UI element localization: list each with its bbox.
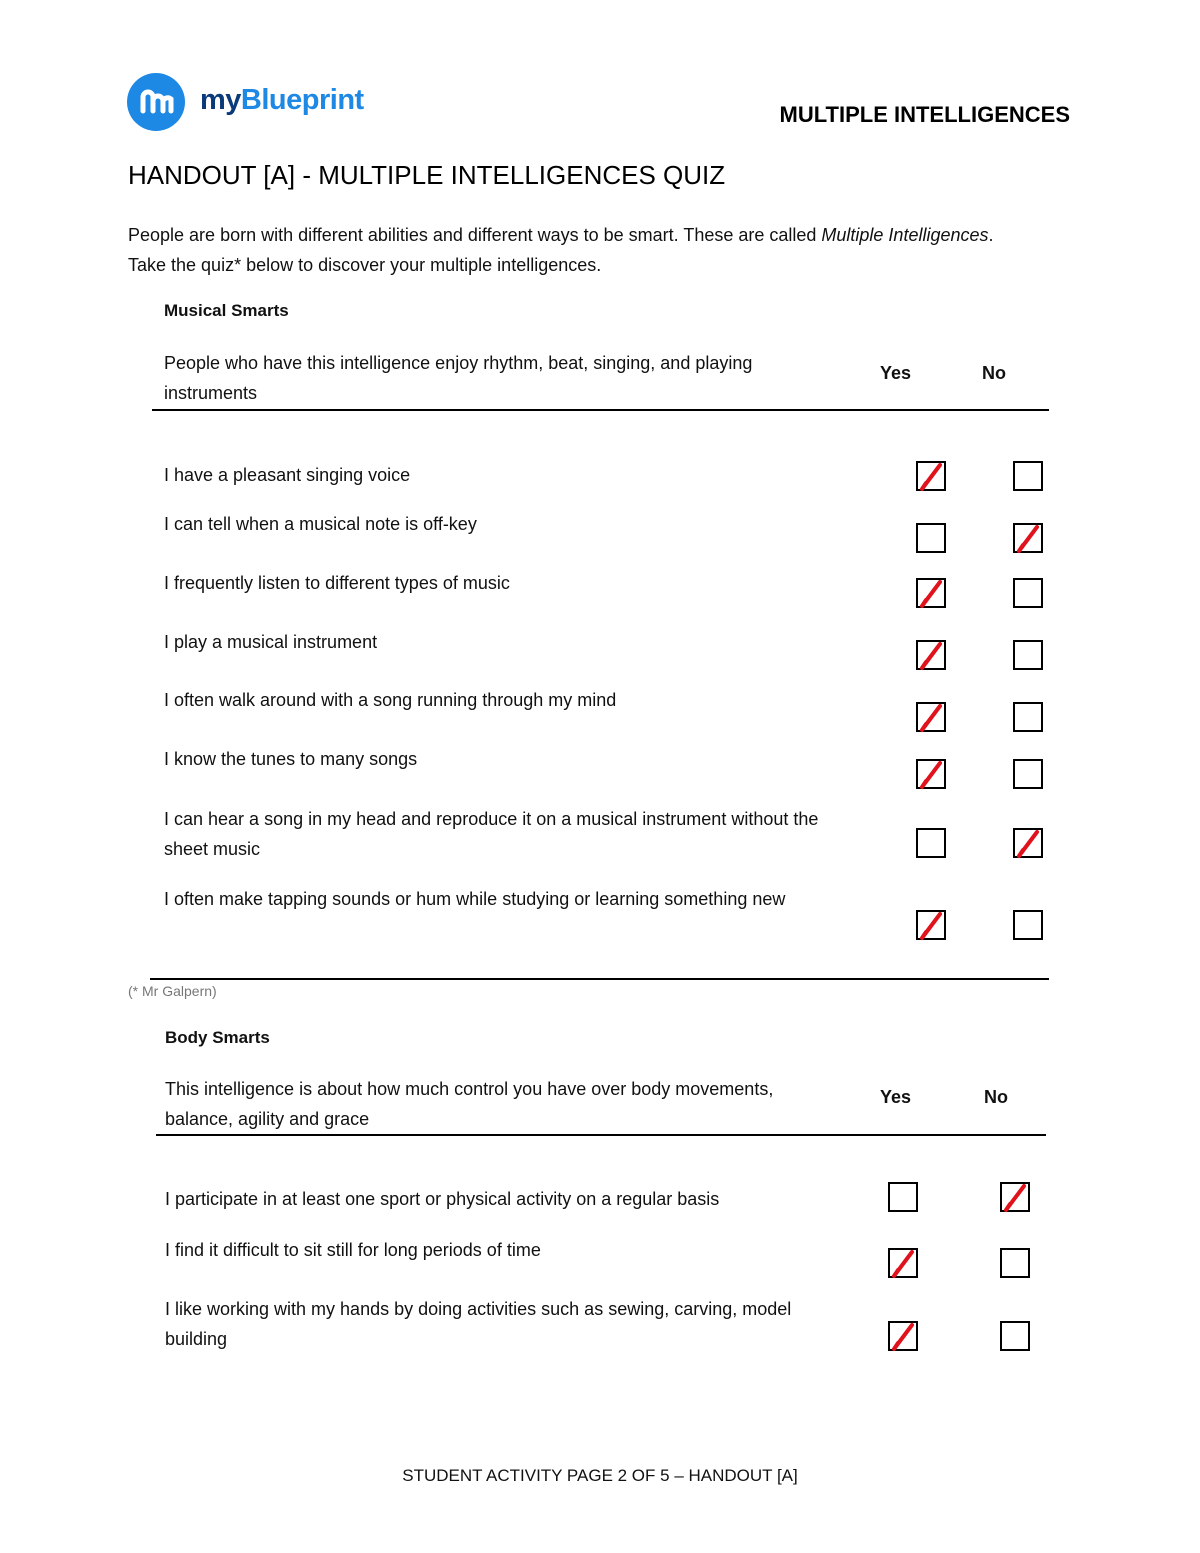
source-note: (* Mr Galpern): [128, 983, 217, 999]
musical-question-text: I know the tunes to many songs: [164, 749, 418, 769]
musical-section-title: Musical Smarts: [164, 301, 289, 320]
check-mark-icon: [912, 636, 954, 678]
musical-yes-checkbox[interactable]: [916, 523, 946, 553]
body-question-text: I participate in at least one sport or physical activity on a regular basis: [165, 1189, 720, 1209]
section-label: MULTIPLE INTELLIGENCES: [779, 102, 1070, 127]
check-mark-icon: [884, 1244, 926, 1286]
body-question-text: I like working with my hands by doing activities such as sewing, carving, model building: [165, 1299, 792, 1349]
body-question-text: I find it difficult to sit still for long periods of time: [165, 1240, 541, 1260]
logo-wordmark: myBlueprint: [200, 84, 364, 116]
musical-question-text: I often make tapping sounds or hum while studying or learning something new: [164, 889, 786, 909]
musical-no-checkbox[interactable]: [1013, 523, 1043, 553]
musical-yes-checkbox[interactable]: [916, 578, 946, 608]
musical-yes-checkbox[interactable]: [916, 702, 946, 732]
musical-question-text: I often walk around with a song running through my mind: [164, 690, 617, 710]
check-mark-icon: [996, 1178, 1038, 1220]
musical-no-checkbox[interactable]: [1013, 461, 1043, 491]
musical-section-description: People who have this intelligence enjoy rhythm, beat, singing, and playing instruments: [164, 353, 753, 403]
page-title: HANDOUT [A] - MULTIPLE INTELLIGENCES QUIZ: [128, 160, 726, 190]
check-mark-icon: [912, 906, 954, 948]
musical-question-text: I play a musical instrument: [164, 632, 378, 652]
musical-question-text: I can hear a song in my head and reproduce it on a musical instrument without the sheet music: [164, 809, 819, 859]
musical-no-checkbox[interactable]: [1013, 828, 1043, 858]
body-no-checkbox[interactable]: [1000, 1182, 1030, 1212]
musical-question-text: I can tell when a musical note is off-key: [164, 514, 477, 534]
musical-no-header: No: [982, 363, 1006, 383]
body-yes-checkbox[interactable]: [888, 1182, 918, 1212]
body-no-header: No: [984, 1087, 1008, 1107]
check-mark-icon: [912, 457, 954, 499]
body-yes-header: Yes: [880, 1087, 912, 1107]
logo-icon: [127, 73, 185, 131]
check-mark-icon: [884, 1317, 926, 1359]
musical-no-checkbox[interactable]: [1013, 910, 1043, 940]
musical-yes-checkbox[interactable]: [916, 461, 946, 491]
musical-section-divider: [150, 978, 1049, 980]
body-section-title: Body Smarts: [165, 1028, 270, 1047]
body-no-checkbox[interactable]: [1000, 1321, 1030, 1351]
musical-question-text: I have a pleasant singing voice: [164, 465, 411, 485]
check-mark-icon: [1009, 519, 1051, 561]
check-mark-icon: [912, 574, 954, 616]
body-header-divider: [156, 1134, 1046, 1136]
intro-paragraph: People are born with different abilities and different ways to be smart. These are called Multiple Intelligences. Take the quiz* below to discover your multiple intelligences.: [128, 225, 994, 275]
body-section-description: This intelligence is about how much control you have over body movements, balance, agility and grace: [165, 1079, 774, 1129]
check-mark-icon: [1009, 824, 1051, 866]
musical-yes-checkbox[interactable]: [916, 828, 946, 858]
musical-no-checkbox[interactable]: [1013, 640, 1043, 670]
musical-question-text: I frequently listen to different types of music: [164, 573, 510, 593]
check-mark-icon: [912, 698, 954, 740]
musical-yes-header: Yes: [880, 363, 912, 383]
musical-no-checkbox[interactable]: [1013, 578, 1043, 608]
page-footer: STUDENT ACTIVITY PAGE 2 OF 5 – HANDOUT [A]: [402, 1466, 798, 1485]
musical-yes-checkbox[interactable]: [916, 759, 946, 789]
musical-no-checkbox[interactable]: [1013, 759, 1043, 789]
musical-yes-checkbox[interactable]: [916, 910, 946, 940]
musical-no-checkbox[interactable]: [1013, 702, 1043, 732]
body-no-checkbox[interactable]: [1000, 1248, 1030, 1278]
musical-yes-checkbox[interactable]: [916, 640, 946, 670]
body-yes-checkbox[interactable]: [888, 1321, 918, 1351]
body-yes-checkbox[interactable]: [888, 1248, 918, 1278]
check-mark-icon: [912, 755, 954, 797]
musical-header-divider: [152, 409, 1049, 411]
